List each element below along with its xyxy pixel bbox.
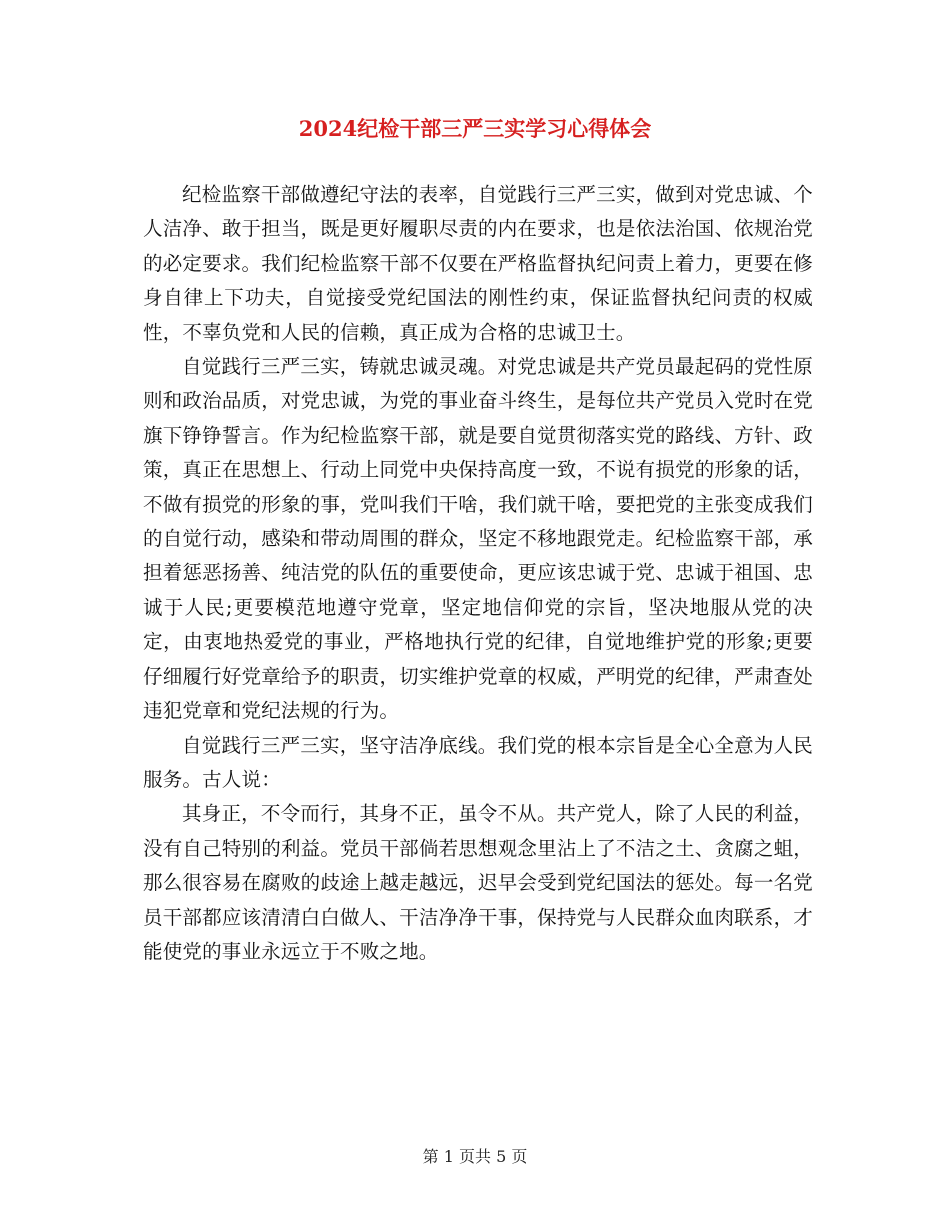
paragraph-4: 其身正，不令而行，其身不正，虽令不从。共产党人，除了人民的利益，没有自己特别的利益。党员干部倘若思想观念里沾上了不洁之土、贪腐之蛆，那么很容易在腐败的歧途上越走越远，迟早会受到党纪国法的惩处。每一名党员干部都应该清清白白做人、干洁净净干事，保持党与人民群众血肉联系，才能使党的事业永远立于不败之地。 [143, 802, 813, 963]
paragraph-1: 纪检监察干部做遵纪守法的表率，自觉践行三严三实，做到对党忠诚、个人洁净、敢于担当，既是更好履职尽责的内在要求，也是依法治国、依规治党的必定要求。我们纪检监察干部不仅要在严格监督执纪问责上着力，更要在修身自律上下功夫，自觉接受党纪国法的刚性约束，保证监督执纪问责的权威性，不辜负党和人民的信赖，真正成为合格的忠诚卫士。 [143, 183, 813, 344]
document-body [143, 178, 813, 969]
paragraph-2: 自觉践行三严三实，铸就忠诚灵魂。对党忠诚是共产党员最起码的党性原则和政治品质，对党忠诚，为党的事业奋斗终生，是每位共产党员入党时在党旗下铮铮誓言。作为纪检监察干部，就是要自觉贯彻落实党的路线、方针、政策，真正在思想上、行动上同党中央保持高度一致，不说有损党的形象的话，不做有损党的形象的事，党叫我们干啥，我们就干啥，要把党的主张变成我们的自觉行动，感染和带动周围的群众，坚定不移地跟党走。纪检监察干部，承担着惩恶扬善、纯洁党的队伍的重要使命，更应该忠诚于党、忠诚于祖国、忠诚于人民;更要模范地遵守党章，坚定地信仰党的宗旨，坚决地服从党的决定，由衷地热爱党的事业，严格地执行党的纪律，自觉地维护党的形象;更要仔细履行好党章给予的职责，切实维护党章的权威，严明党的纪律，严肃查处违犯党章和党纪法规的行为。 [143, 355, 813, 723]
paragraph-3: 自觉践行三严三实，坚守洁净底线。我们党的根本宗旨是全心全意为人民服务。古人说： [143, 733, 813, 791]
document-title: 2024纪检干部三严三实学习心得体会 [298, 116, 652, 141]
page-footer: 第 1 页共 5 页 [422, 1147, 528, 1166]
